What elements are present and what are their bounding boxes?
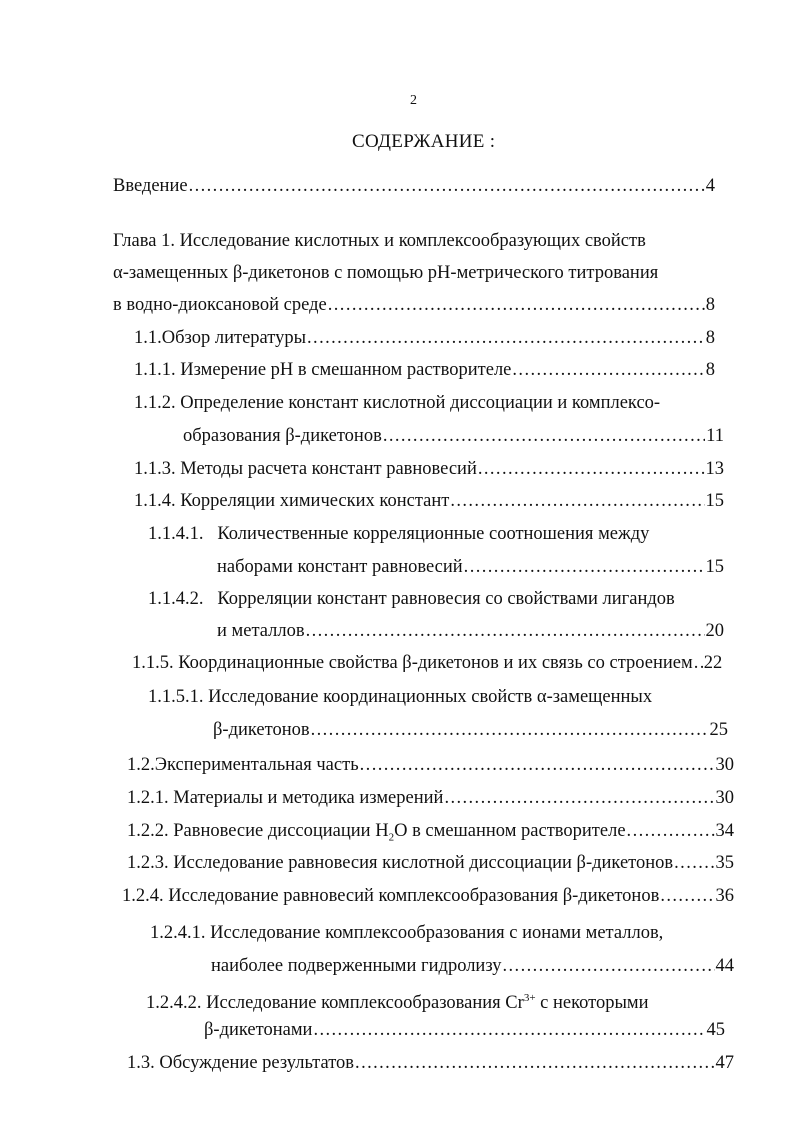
toc-page-number: 8 bbox=[705, 295, 715, 315]
toc-leader-dots bbox=[360, 754, 715, 776]
toc-entry-1-1-4 bbox=[134, 490, 724, 512]
toc-entry-text: 1.1.3. Методы расчета констант равновесий bbox=[134, 459, 477, 479]
toc-page-number: 36 bbox=[715, 886, 734, 906]
toc-entry-text: 1.2.Экспериментальная часть bbox=[127, 755, 359, 775]
toc-entry-1-1-4-2-line-2 bbox=[217, 620, 724, 642]
page-title: СОДЕРЖАНИЕ : bbox=[352, 131, 496, 152]
toc-page-number: 44 bbox=[715, 956, 734, 976]
toc-entry-1-2-4-1-line-1: 1.2.4.1. Исследование комплексообразования с ионами металлов, bbox=[150, 923, 664, 943]
toc-page-number: 22 bbox=[703, 653, 723, 673]
toc-page-number: 20 bbox=[705, 621, 724, 641]
toc-entry-1-1-4-2-line-1: 1.1.4.2. Корреляции констант равновесия со свойствами лигандов bbox=[148, 589, 675, 609]
toc-leader-dots bbox=[660, 885, 714, 907]
toc-leader-dots bbox=[464, 556, 705, 578]
toc-entry-text: 1.1.5. Координационные свойства β-дикетонов и их связь со строением bbox=[132, 653, 693, 673]
toc-leader-dots bbox=[306, 620, 705, 642]
toc-entry-1-2-4-1-line-2 bbox=[211, 955, 734, 977]
toc-entry-1-1 bbox=[134, 327, 715, 349]
toc-page-number: 45 bbox=[706, 1020, 725, 1040]
toc-entry-text: 1.1.4. Корреляции химических констант bbox=[134, 491, 450, 511]
toc-entry-text: наборами констант равновесий bbox=[217, 557, 463, 577]
toc-entry-1-2-2 bbox=[127, 820, 734, 849]
toc-leader-dots bbox=[503, 955, 715, 977]
toc-page-number: 34 bbox=[715, 821, 734, 841]
toc-entry-1-1-3 bbox=[134, 458, 724, 480]
toc-chapter-1-line-2: α-замещенных β-дикетонов с помощью pH-метрического титрования bbox=[113, 263, 659, 283]
toc-entry-1-1-2-line-1: 1.1.2. Определение констант кислотной диссоциации и комплексо- bbox=[134, 393, 661, 413]
toc-entry-intro bbox=[113, 175, 715, 197]
toc-entry-text: 1.2.2. Равновесие диссоциации $H_2O$ в смешанном растворителе bbox=[127, 821, 626, 844]
toc-leader-dots bbox=[313, 1019, 705, 1041]
toc-entry-1-1-4-1-line-2 bbox=[217, 556, 724, 578]
toc-leader-dots bbox=[311, 719, 709, 741]
toc-entry-1-1-2-line-2 bbox=[183, 425, 724, 447]
toc-entry-text: β-дикетонами bbox=[204, 1020, 313, 1040]
toc-entry-1-2-4-2-line-2 bbox=[204, 1019, 725, 1041]
toc-leader-dots bbox=[450, 490, 704, 512]
toc-chapter-1-line-3 bbox=[113, 294, 715, 316]
toc-entry-text: в водно-диоксановой среде bbox=[113, 295, 327, 315]
page-number: 2 bbox=[410, 93, 417, 108]
toc-leader-dots bbox=[328, 294, 705, 316]
toc-entry-1-1-4-1-line-1: 1.1.4.1. Количественные корреляционные соотношения между bbox=[148, 524, 650, 544]
toc-entry-1-1-5-1-line-1: 1.1.5.1. Исследование координационных свойств α-замещенных bbox=[148, 687, 653, 707]
toc-page-number: 8 bbox=[705, 328, 715, 348]
toc-entry-1-1-5 bbox=[132, 652, 724, 674]
toc-page-number: 35 bbox=[715, 853, 734, 873]
toc-leader-dots bbox=[444, 787, 714, 809]
toc-entry-1-1-1 bbox=[134, 359, 715, 381]
toc-entry-text: 1.2.1. Материалы и методика измерений bbox=[127, 788, 444, 808]
toc-entry-text: 1.2.4. Исследование равновесий комплексообразования β-дикетонов bbox=[122, 886, 660, 906]
toc-entry-1-2-4 bbox=[122, 885, 734, 907]
toc-entry-1-2 bbox=[127, 754, 734, 776]
toc-leader-dots bbox=[189, 175, 705, 197]
toc-entry-text: 1.3. Обсуждение результатов bbox=[127, 1053, 355, 1073]
toc-entry-text: и металлов bbox=[217, 621, 305, 641]
toc-page-number: 15 bbox=[705, 557, 724, 577]
toc-leader-dots bbox=[478, 458, 705, 480]
toc-leader-dots bbox=[627, 820, 715, 842]
toc-entry-text: Введение bbox=[113, 176, 188, 196]
toc-leader-dots bbox=[383, 425, 705, 447]
toc-page-number: 25 bbox=[709, 720, 728, 740]
toc-entry-1-2-1 bbox=[127, 787, 734, 809]
toc-page-number: 47 bbox=[715, 1053, 734, 1073]
toc-page-number: 11 bbox=[706, 426, 724, 446]
toc-page-number: 13 bbox=[705, 459, 724, 479]
toc-entry-1-2-3 bbox=[127, 852, 734, 874]
toc-leader-dots bbox=[694, 652, 703, 674]
toc-entry-text: 1.2.3. Исследование равновесия кислотной диссоциации β-дикетонов bbox=[127, 853, 674, 873]
toc-leader-dots bbox=[512, 359, 704, 381]
toc-entry-text: образования β-дикетонов bbox=[183, 426, 382, 446]
toc-page-number: 15 bbox=[705, 491, 724, 511]
toc-entry-text: β-дикетонов bbox=[213, 720, 310, 740]
toc-page-number: 8 bbox=[705, 360, 715, 380]
toc-entry-text: 1.1.1. Измерение pH в смешанном растворителе bbox=[134, 360, 512, 380]
toc-leader-dots bbox=[355, 1052, 714, 1074]
toc-entry-1-1-5-1-line-2 bbox=[213, 719, 728, 741]
toc-entry-1-3 bbox=[127, 1052, 734, 1074]
toc-leader-dots bbox=[674, 852, 714, 874]
toc-page-number: 30 bbox=[715, 788, 734, 808]
toc-entry-text: наиболее подверженными гидролизу bbox=[211, 956, 502, 976]
toc-page-number: 4 bbox=[705, 176, 715, 196]
toc-page-number: 30 bbox=[715, 755, 734, 775]
toc-entry-1-2-4-2-line-1: 1.2.4.2. Исследование комплексообразования $Cr^{3+}$ с некоторыми bbox=[146, 992, 649, 1014]
toc-chapter-1-line-1: Глава 1. Исследование кислотных и комплексообразующих свойств bbox=[113, 231, 646, 251]
toc-entry-text: 1.1.Обзор литературы bbox=[134, 328, 307, 348]
toc-leader-dots bbox=[307, 327, 705, 349]
